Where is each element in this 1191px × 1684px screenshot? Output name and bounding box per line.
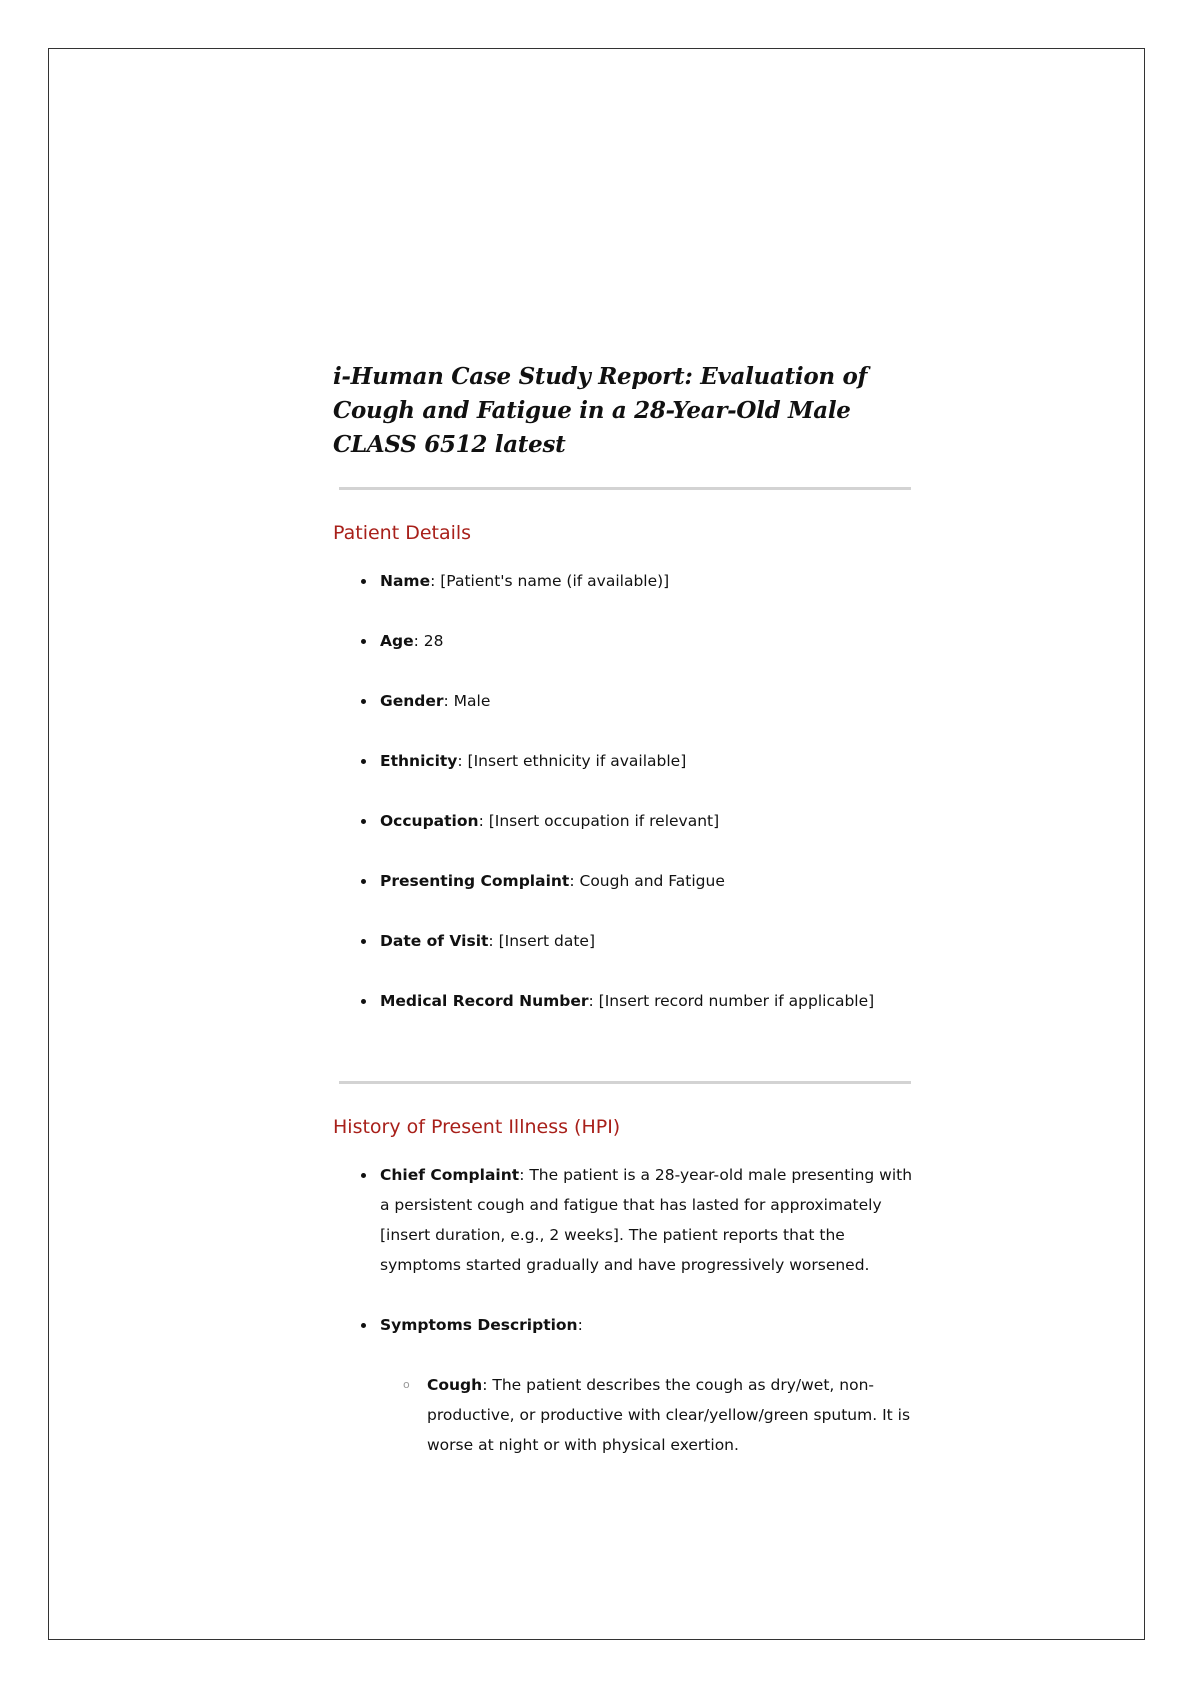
circle-bullet-icon: o xyxy=(403,1378,410,1391)
document-title: i-Human Case Study Report: Evaluation of Cough and Fatigue in a 28-Year-Old Male CLASS 6512 latest xyxy=(333,363,868,458)
symptoms-description-item xyxy=(333,1310,913,1340)
item-label: Presenting Complaint xyxy=(380,872,570,890)
item-label: Chief Complaint xyxy=(380,1166,520,1184)
item-label: Age xyxy=(380,632,414,650)
document-body xyxy=(333,360,913,1460)
item-label: Medical Record Number xyxy=(380,992,589,1010)
list-item xyxy=(333,566,913,596)
bullet-icon xyxy=(361,999,366,1004)
hpi-list xyxy=(333,1160,913,1340)
list-item xyxy=(333,686,913,716)
section-divider xyxy=(339,1081,911,1084)
bullet-icon xyxy=(361,939,366,944)
list-item xyxy=(333,806,913,836)
item-value: : [Insert record number if applicable] xyxy=(588,992,875,1010)
bullet-icon xyxy=(361,819,366,824)
item-value: : 28 xyxy=(413,632,444,650)
item-value: : [Insert ethnicity if available] xyxy=(457,752,687,770)
item-label: Name xyxy=(380,572,431,590)
bullet-icon xyxy=(361,639,366,644)
list-item xyxy=(333,866,913,896)
bullet-icon xyxy=(361,879,366,884)
item-value: : Cough and Fatigue xyxy=(569,872,725,890)
item-value: : xyxy=(577,1316,583,1334)
list-item xyxy=(333,626,913,656)
list-item xyxy=(333,926,913,956)
cough-subitem xyxy=(333,1370,913,1460)
list-item xyxy=(333,746,913,776)
bullet-icon xyxy=(361,759,366,764)
item-label: Gender xyxy=(380,692,444,710)
bullet-icon xyxy=(361,1323,366,1328)
item-label: Date of Visit xyxy=(380,932,489,950)
list-item xyxy=(333,986,913,1016)
patient-details-list xyxy=(333,566,913,1016)
item-label: Ethnicity xyxy=(380,752,458,770)
item-value: : [Insert date] xyxy=(488,932,595,950)
section-divider xyxy=(339,487,911,490)
bullet-icon xyxy=(361,579,366,584)
hpi-heading: History of Present Illness (HPI) xyxy=(333,1116,621,1138)
item-value: : [Patient's name (if available)] xyxy=(430,572,670,590)
patient-details-heading: Patient Details xyxy=(333,522,472,544)
item-value: : Male xyxy=(443,692,491,710)
item-value: : The patient is a 28-year-old male presenting with a persistent cough and fatigue that has lasted for approximately [insert duration, e.g., 2 weeks]. The patient reports that the symptoms started gradually and have progressively worsened. xyxy=(380,1166,913,1274)
item-label: Symptoms Description xyxy=(380,1316,578,1334)
item-value: : The patient describes the cough as dry/wet, non-productive, or productive with clear/yellow/green sputum. It is worse at night or with physical exertion. xyxy=(427,1376,911,1454)
item-label: Cough xyxy=(427,1376,483,1394)
chief-complaint-item xyxy=(333,1160,913,1280)
bullet-icon xyxy=(361,1173,366,1178)
bullet-icon xyxy=(361,699,366,704)
item-label: Occupation xyxy=(380,812,479,830)
item-value: : [Insert occupation if relevant] xyxy=(478,812,720,830)
